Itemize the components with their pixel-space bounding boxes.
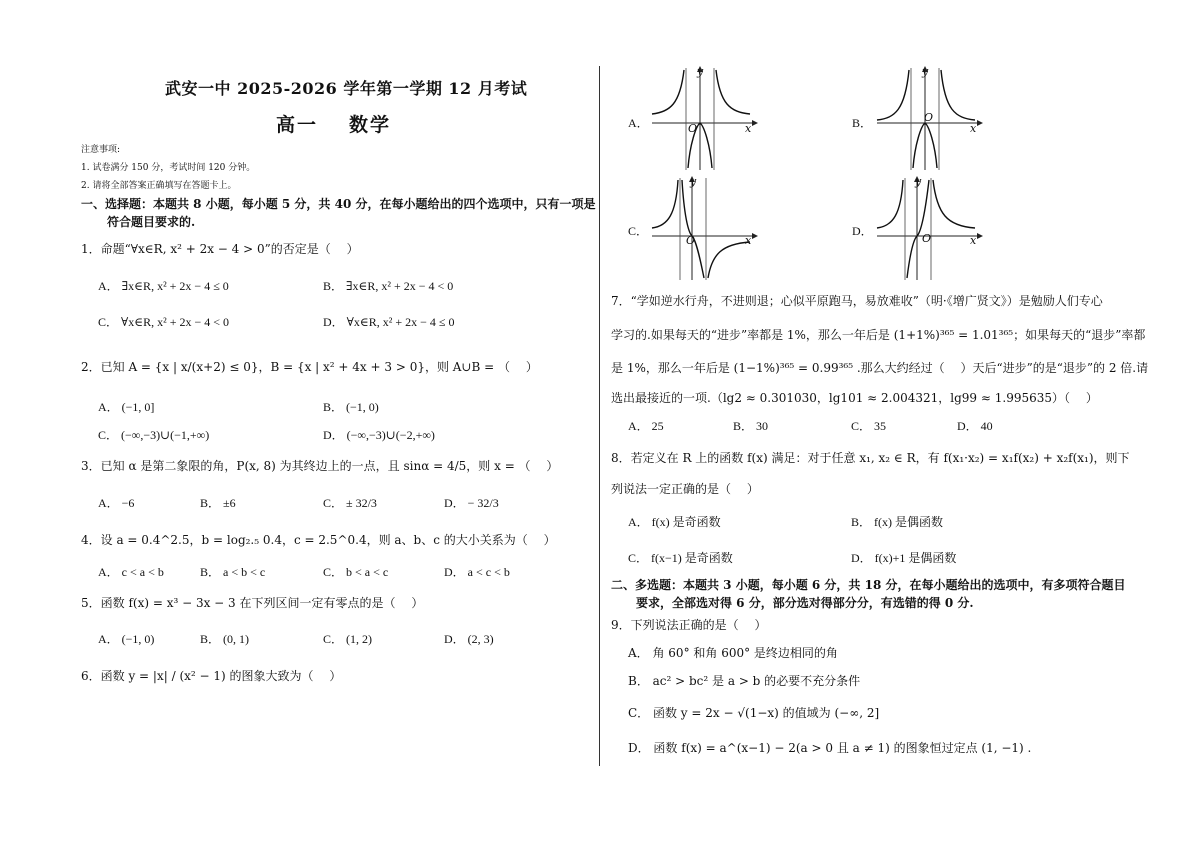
q6-stem: 6．函数 y = |x| / (x² − 1) 的图象大致为（ ） <box>81 669 342 683</box>
section2-heading-cont: 要求，全部选对得 6 分，部分选对得部分分，有选错的得 0 分. <box>636 596 974 610</box>
note-item: 1. 试卷满分 150 分，考试时间 120 分钟。 <box>81 163 256 173</box>
q7-option-a: A． 25 <box>628 419 664 433</box>
q9-option-c: C． 函数 y = 2x − √(1−x) 的值域为 (−∞, 2] <box>628 706 880 720</box>
q1-option-c: C． ∀x∈R, x² + 2x − 4 < 0 <box>98 315 230 329</box>
q9-option-d: D． 函数 f(x) = a^(x−1) − 2(a > 0 且 a ≠ 1) 的图象恒过定点 (1, −1) . <box>628 741 1032 755</box>
q5-option-c: C． (1, 2) <box>323 632 372 646</box>
graph-b-origin-label: O <box>924 111 934 124</box>
q4-option-b: B． a < b < c <box>200 565 266 579</box>
q4-option-a: A． c < a < b <box>98 565 164 579</box>
q7-line4: 选出最接近的一项.（lg2 ≈ 0.301030，lg101 ≈ 2.004321，lg99 ≈ 1.995635）（ ） <box>611 391 1098 405</box>
q5-option-b: B． (0, 1) <box>200 632 249 646</box>
q8-option-c: C． f(x−1) 是奇函数 <box>628 551 733 565</box>
section1-heading-cont: 符合题目要求的. <box>107 215 196 229</box>
note-item: 2. 请将全部答案正确填写在答题卡上。 <box>81 181 237 191</box>
q8-line1: 8．若定义在 R 上的函数 f(x) 满足：对于任意 x₁, x₂ ∈ R，有 f(x₁·x₂) = x₁f(x₂) + x₂f(x₁)，则下 <box>611 451 1130 465</box>
q5-option-a: A． (−1, 0) <box>98 632 155 646</box>
q4-stem: 4．设 a = 0.4^2.5，b = log₂.₅ 0.4，c = 2.5^0.4，则 a、b、c 的大小关系为（ ） <box>81 533 556 547</box>
graph-b-x-label: x <box>970 122 977 135</box>
q3-option-d: D． − 32/3 <box>444 496 499 510</box>
q2-stem: 2．已知 A = {x | x/(x+2) ≤ 0}，B = {x | x² + 4x + 3 > 0}，则 A∪B = （ ） <box>81 360 538 374</box>
graph-c-y-label: y <box>690 175 697 188</box>
q7-line2: 学习的.如果每天的“进步”率都是 1%，那么一年后是 (1+1%)³⁶⁵ = 1.01³⁶⁵；如果每天的“退步”率都 <box>611 328 1146 342</box>
subject-label: 数学 <box>349 114 392 136</box>
q2-option-c: C． (−∞,−3)∪(−1,+∞) <box>98 428 210 442</box>
q5-option-d: D． (2, 3) <box>444 632 494 646</box>
q7-line1: 7．“学如逆水行舟，不进则退；心似平原跑马，易放难收”（明·《增广贤文》）是勉励人们专心 <box>611 294 1103 308</box>
q9-option-b: B． ac² > bc² 是 a > b 的必要不充分条件 <box>628 674 861 688</box>
section1-heading: 一、选择题：本题共 8 小题，每小题 5 分，共 40 分，在每小题给出的四个选项中，只有一项是 <box>81 197 596 211</box>
q1-option-d: D． ∀x∈R, x² + 2x − 4 ≤ 0 <box>323 315 455 329</box>
q6-option-d-label: D． <box>852 224 873 238</box>
section2-heading: 二、多选题：本题共 3 小题，每小题 6 分，共 18 分，在每小题给出的选项中，有多项符合题目 <box>611 578 1126 592</box>
grade-label: 高一 <box>276 114 319 136</box>
graph-b-y-label: y <box>922 65 929 78</box>
graph-c-origin-label: O <box>686 234 696 247</box>
exam-title: 武安一中 2025-2026 学年第一学期 12 月考试 <box>165 79 528 98</box>
q7-option-d: D． 40 <box>957 419 993 433</box>
q3-option-a: A． −6 <box>98 496 135 510</box>
q7-option-b: B． 30 <box>733 419 769 433</box>
q3-stem: 3．已知 α 是第二象限的角，P(x, 8) 为其终边上的一点，且 sinα = 4/5，则 x = （ ） <box>81 459 559 473</box>
q1-option-b: B． ∃x∈R, x² + 2x − 4 < 0 <box>323 279 454 293</box>
q1-stem: 1．命题“∀x∈R, x² + 2x − 4 > 0”的否定是（ ） <box>81 242 359 256</box>
graph-a-origin-label: O <box>688 122 698 135</box>
q6-graph-c <box>650 174 760 282</box>
q9-stem: 9．下列说法正确的是（ ） <box>611 618 767 632</box>
graph-a-y-label: y <box>697 65 704 78</box>
q9-option-a: A． 角 60° 和角 600° 是终边相同的角 <box>628 646 838 660</box>
notes-heading: 注意事项: <box>81 145 121 155</box>
q1-option-a: A． ∃x∈R, x² + 2x − 4 ≤ 0 <box>98 279 229 293</box>
q6-option-c-label: C． <box>628 224 649 238</box>
graph-d-origin-label: O <box>922 232 932 245</box>
q2-option-a: A． (−1, 0] <box>98 400 155 414</box>
q4-option-d: D． a < c < b <box>444 565 510 579</box>
q6-option-b-label: B． <box>852 116 873 130</box>
q8-option-b: B． f(x) 是偶函数 <box>851 515 943 529</box>
q7-line3: 是 1%，那么一年后是 (1−1%)³⁶⁵ = 0.99³⁶⁵ .那么大约经过（ ）天后“进步”的是“退步”的 2 倍.请 <box>611 361 1149 375</box>
graph-c-x-label: x <box>745 234 752 247</box>
graph-d-y-label: y <box>915 175 922 188</box>
q6-option-a-label: A． <box>628 116 649 130</box>
q6-graph-d <box>875 174 985 282</box>
q8-line2: 列说法一定正确的是（ ） <box>611 482 759 496</box>
q2-option-b: B． (−1, 0) <box>323 400 379 414</box>
q5-stem: 5．函数 f(x) = x³ − 3x − 3 在下列区间一定有零点的是（ ） <box>81 596 424 610</box>
q8-option-a: A． f(x) 是奇函数 <box>628 515 721 529</box>
q3-option-c: C． ± 32/3 <box>323 496 377 510</box>
q4-option-c: C． b < a < c <box>323 565 389 579</box>
q8-option-d: D． f(x)+1 是偶函数 <box>851 551 957 565</box>
q6-graph-a <box>650 64 760 172</box>
q3-option-b: B． ±6 <box>200 496 236 510</box>
column-divider <box>599 66 600 766</box>
graph-d-x-label: x <box>970 234 977 247</box>
q7-option-c: C． 35 <box>851 419 887 433</box>
q2-option-d: D． (−∞,−3)∪(−2,+∞) <box>323 428 435 442</box>
graph-a-x-label: x <box>745 122 752 135</box>
